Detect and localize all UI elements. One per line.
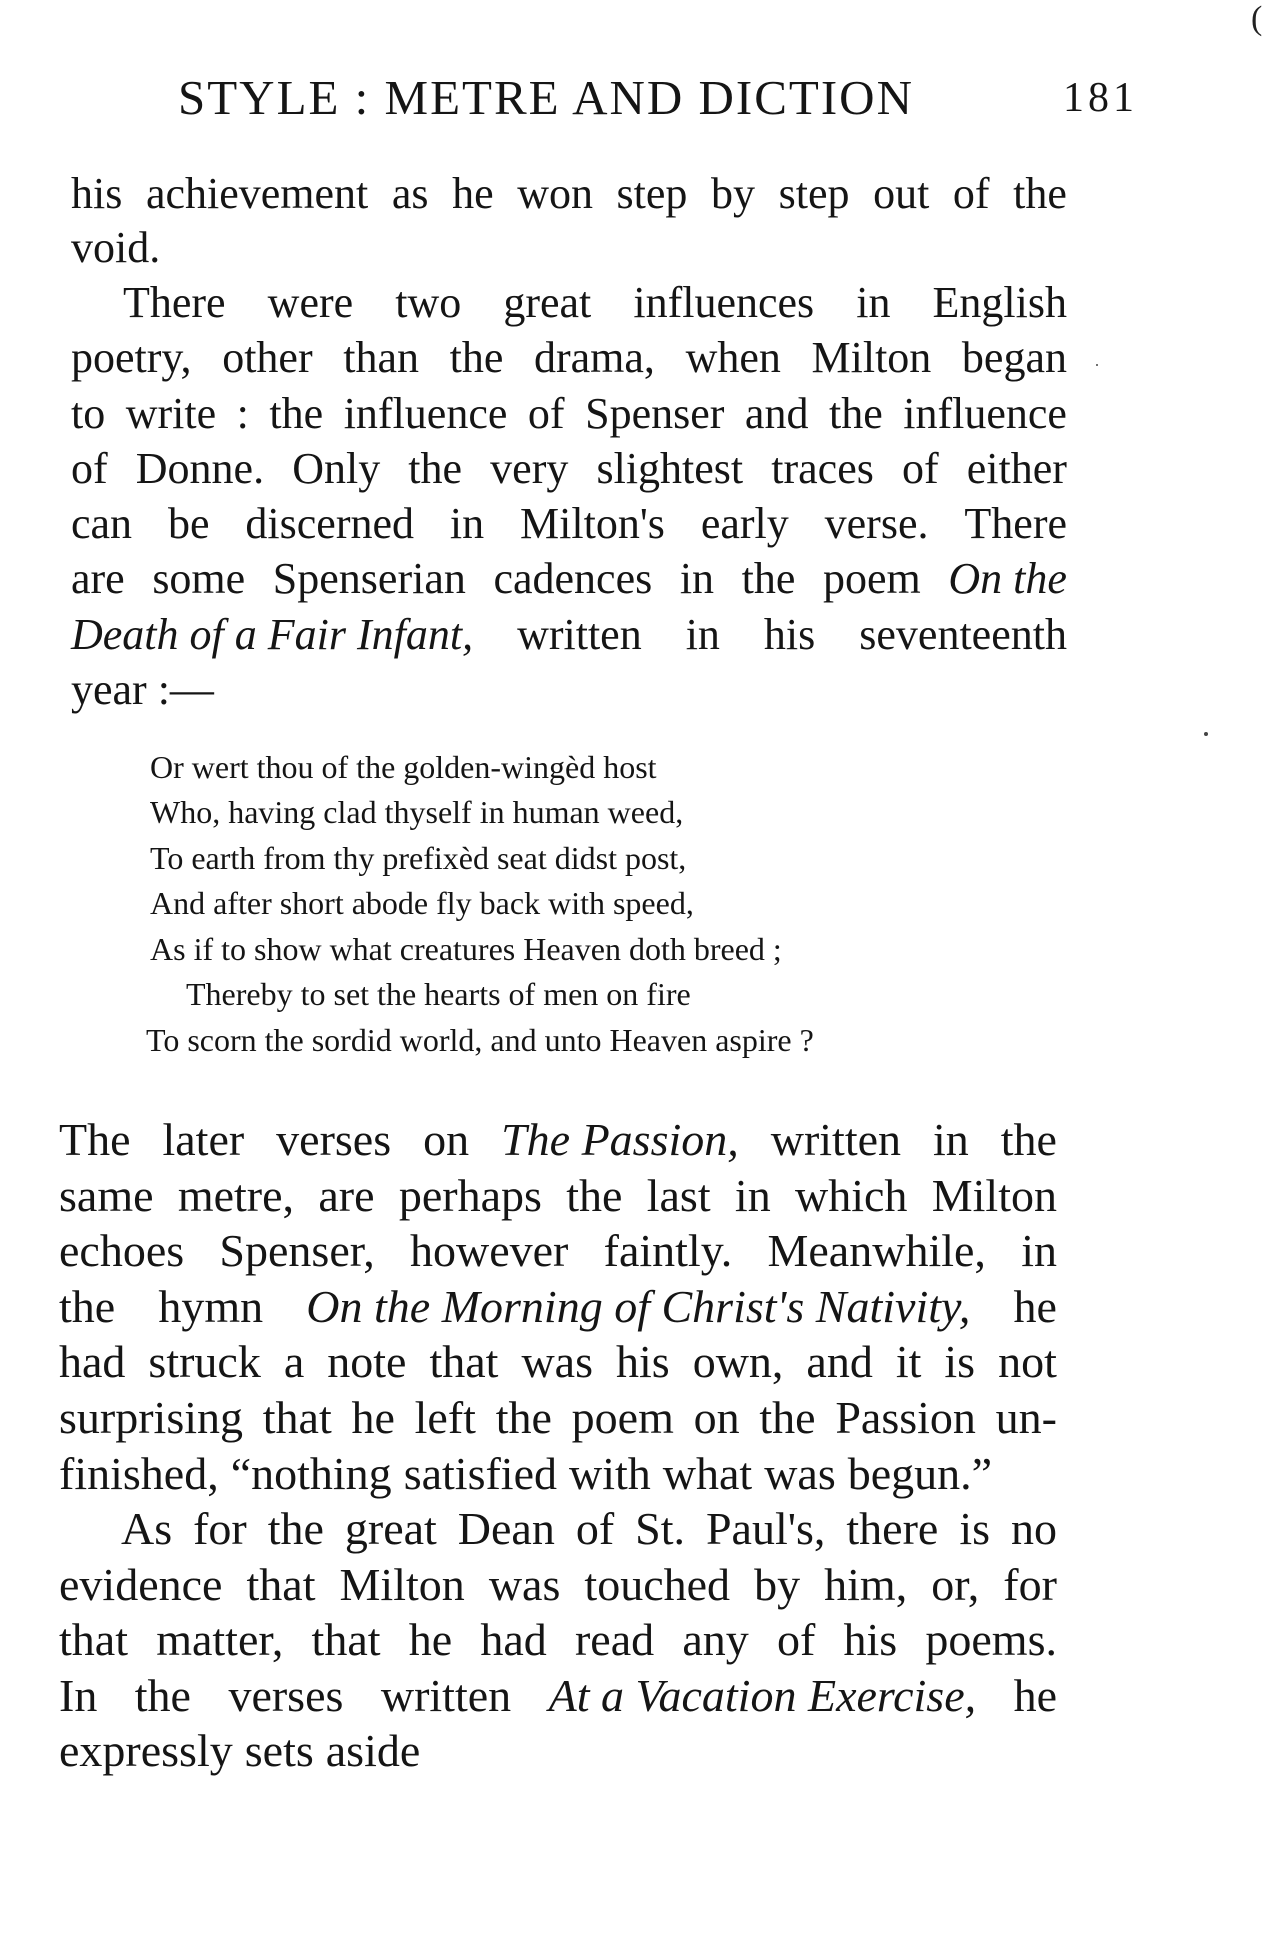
word: and: [744, 389, 809, 438]
text-line: [121, 1502, 1057, 1556]
word: in: [856, 278, 891, 327]
word: were: [267, 278, 354, 327]
word: two: [395, 278, 462, 327]
word: the: [759, 1392, 816, 1443]
word: achievement: [145, 169, 369, 218]
word: out: [873, 169, 930, 218]
word: write: [125, 389, 217, 438]
word: that: [262, 1392, 332, 1443]
word: of: [952, 169, 990, 218]
word: won: [517, 169, 593, 218]
running-header: [178, 63, 1138, 133]
word: not: [998, 1336, 1057, 1387]
text-line: [59, 1558, 1057, 1612]
word: later: [162, 1114, 245, 1165]
word: Milton: [339, 1559, 465, 1610]
corner-mark: (: [1251, 0, 1263, 37]
word: influence: [903, 389, 1067, 438]
word: Paul's,: [705, 1503, 826, 1554]
word: no: [1010, 1503, 1057, 1554]
word: void.: [71, 223, 161, 272]
word: the: [741, 554, 796, 603]
word: had: [59, 1336, 126, 1387]
word: some: [152, 554, 246, 603]
word: what: [662, 1448, 753, 1499]
word: the: [449, 333, 504, 382]
word: Milton: [811, 333, 932, 382]
text-line: [71, 442, 1067, 496]
word: surprising: [59, 1392, 243, 1443]
word: great: [344, 1503, 437, 1554]
word: slightest: [596, 444, 744, 493]
text-line: [71, 167, 1067, 221]
word: him,: [824, 1559, 908, 1610]
word: in: [734, 1170, 771, 1221]
word: with: [568, 1448, 651, 1499]
word: seventeenth: [859, 610, 1067, 659]
word: which: [795, 1170, 908, 1221]
text-line: [59, 1391, 1057, 1445]
word: in: [1021, 1225, 1057, 1276]
word: of: [71, 444, 108, 493]
word: the: [495, 1392, 552, 1443]
word: the: [267, 1503, 324, 1554]
word: cadences: [493, 554, 653, 603]
word: influence: [343, 389, 508, 438]
word: Donne.: [135, 444, 265, 493]
word: left: [414, 1392, 476, 1443]
word: St.: [635, 1503, 685, 1554]
word: metre,: [177, 1170, 295, 1221]
word: struck: [148, 1336, 261, 1387]
word: verse.: [824, 499, 929, 548]
word: the: [269, 389, 324, 438]
word: last: [646, 1170, 711, 1221]
text-line: [71, 387, 1067, 441]
word: any: [682, 1614, 749, 1665]
word: be: [167, 499, 210, 548]
word: aside: [325, 1725, 421, 1776]
word: discerned: [245, 499, 414, 548]
word: is: [959, 1503, 990, 1554]
word: Meanwhile,: [767, 1225, 986, 1276]
word: faintly.: [603, 1225, 733, 1276]
word: There: [123, 278, 226, 327]
word: there: [846, 1503, 939, 1554]
word: he: [1013, 1281, 1057, 1332]
word: he: [1013, 1670, 1057, 1721]
word: echoes: [59, 1225, 185, 1276]
verse-line: Thereby to set the hearts of men on fire: [186, 976, 691, 1012]
word: poems.: [925, 1614, 1057, 1665]
word: of: [901, 444, 939, 493]
text-line: [59, 1335, 1057, 1389]
word: as: [391, 169, 429, 218]
word: either: [966, 444, 1067, 493]
word: hymn: [158, 1281, 264, 1332]
word: begun.”: [847, 1448, 993, 1499]
verse-line: And after short abode fly back with speed,: [150, 885, 694, 921]
word: year :—: [71, 665, 214, 714]
title-italic: Death of a Fair Infant,: [71, 610, 474, 659]
word: his: [616, 1336, 670, 1387]
word: other: [222, 333, 313, 382]
word: Only: [292, 444, 381, 493]
word: on: [423, 1114, 470, 1165]
word: he: [452, 169, 494, 218]
text-line: [59, 1280, 1057, 1334]
word: the: [1000, 1114, 1057, 1165]
word: that: [59, 1614, 128, 1665]
page-number: 181: [1063, 75, 1138, 121]
word: drama,: [534, 333, 655, 382]
word: traces: [771, 444, 874, 493]
word: can: [71, 499, 133, 548]
word: influences: [633, 278, 815, 327]
word: and: [806, 1336, 873, 1387]
text-line: [59, 1669, 1057, 1723]
text-line: [59, 1169, 1057, 1223]
word: expressly: [59, 1725, 233, 1776]
verse-line: Who, having clad thyself in human weed,: [150, 794, 684, 830]
word: same: [59, 1170, 154, 1221]
word: poem: [571, 1392, 674, 1443]
word: of: [527, 389, 565, 438]
verse-line: To earth from thy prefixèd seat didst post,: [150, 840, 687, 876]
word: English: [932, 278, 1067, 327]
word: of: [776, 1614, 816, 1665]
title-italic: At a Vacation Exercise,: [548, 1670, 977, 1721]
word: the: [566, 1170, 623, 1221]
word: Passion: [835, 1392, 976, 1443]
text-line: [59, 1724, 1057, 1778]
word: “nothing: [230, 1448, 392, 1499]
word: in: [679, 554, 715, 603]
word: The: [59, 1114, 131, 1165]
word: was: [488, 1559, 561, 1610]
word: by: [711, 169, 756, 218]
word: verses: [228, 1670, 344, 1721]
word: was: [764, 1448, 836, 1499]
word: Spenser: [585, 389, 725, 438]
text-line: [59, 1447, 1057, 1501]
word: the: [134, 1670, 191, 1721]
word: a: [283, 1336, 305, 1387]
title-italic: On the Morning of Christ's Nativity,: [306, 1281, 971, 1332]
text-line: [71, 663, 1067, 717]
word: Spenserian: [272, 554, 466, 603]
word: is: [944, 1336, 976, 1387]
verse-line: Or wert thou of the golden-wingèd host: [150, 749, 657, 785]
word: :: [236, 389, 249, 438]
word: written: [380, 1670, 512, 1721]
word: written: [517, 610, 642, 659]
word: it: [895, 1336, 922, 1387]
word: Spenser,: [219, 1225, 375, 1276]
word: perhaps: [398, 1170, 542, 1221]
word: he: [408, 1614, 453, 1665]
word: or,: [931, 1559, 980, 1610]
word: great: [503, 278, 592, 327]
word: the: [1013, 169, 1067, 218]
word: of: [575, 1503, 615, 1554]
word: poetry,: [71, 333, 192, 382]
text-line: [71, 497, 1067, 551]
word: matter,: [156, 1614, 284, 1665]
word: read: [574, 1614, 655, 1665]
word: however: [409, 1225, 569, 1276]
word: he: [351, 1392, 395, 1443]
running-title: STYLE : METRE AND DICTION: [178, 70, 914, 125]
word: in: [685, 610, 720, 659]
word: his: [71, 169, 123, 218]
title-italic: The Passion,: [501, 1114, 739, 1165]
word: his: [843, 1614, 898, 1665]
word: very: [490, 444, 569, 493]
word: written: [770, 1114, 902, 1165]
title-italic: On the: [948, 554, 1067, 603]
text-line: [71, 552, 1067, 606]
word: was: [521, 1336, 593, 1387]
word: that: [246, 1559, 316, 1610]
word: for: [193, 1503, 247, 1554]
word: Milton: [931, 1170, 1057, 1221]
word: when: [685, 333, 781, 382]
word: finished,: [59, 1448, 219, 1499]
word: note: [327, 1336, 407, 1387]
word: began: [961, 333, 1067, 382]
stray-dot: [1204, 732, 1208, 736]
word: the: [828, 389, 883, 438]
word: verses: [276, 1114, 392, 1165]
text-line: [71, 331, 1067, 385]
word: There: [964, 499, 1067, 548]
word: in: [449, 499, 485, 548]
word: own,: [692, 1336, 784, 1387]
word: Dean: [457, 1503, 555, 1554]
word: had: [480, 1614, 547, 1665]
text-line: [71, 221, 1067, 275]
word: for: [1003, 1559, 1057, 1610]
verse-line: As if to show what creatures Heaven doth breed ;: [150, 931, 782, 967]
word: the: [59, 1281, 116, 1332]
word: In: [59, 1670, 98, 1721]
word: on: [693, 1392, 740, 1443]
word: satisfied: [403, 1448, 557, 1499]
word: to: [71, 389, 106, 438]
text-line: [59, 1113, 1057, 1167]
word: early: [700, 499, 789, 548]
word: evidence: [59, 1559, 223, 1610]
text-line: [59, 1613, 1057, 1667]
word: that: [429, 1336, 499, 1387]
text-line: [123, 276, 1067, 330]
word: un-: [995, 1392, 1057, 1443]
word: by: [754, 1559, 801, 1610]
word: his: [763, 610, 816, 659]
word: that: [311, 1614, 381, 1665]
text-line: [71, 608, 1067, 662]
word: step: [616, 169, 688, 218]
word: sets: [244, 1725, 314, 1776]
word: poem: [823, 554, 921, 603]
word: step: [778, 169, 850, 218]
word: Milton's: [520, 499, 665, 548]
word: than: [343, 333, 419, 382]
stray-dot: [1096, 364, 1098, 366]
word: the: [408, 444, 463, 493]
word: As: [121, 1503, 173, 1554]
text-line: [59, 1224, 1057, 1278]
word: are: [71, 554, 125, 603]
word: touched: [584, 1559, 731, 1610]
verse-line: To scorn the sordid world, and unto Heaven aspire ?: [146, 1022, 814, 1058]
word: in: [933, 1114, 969, 1165]
word: are: [318, 1170, 375, 1221]
